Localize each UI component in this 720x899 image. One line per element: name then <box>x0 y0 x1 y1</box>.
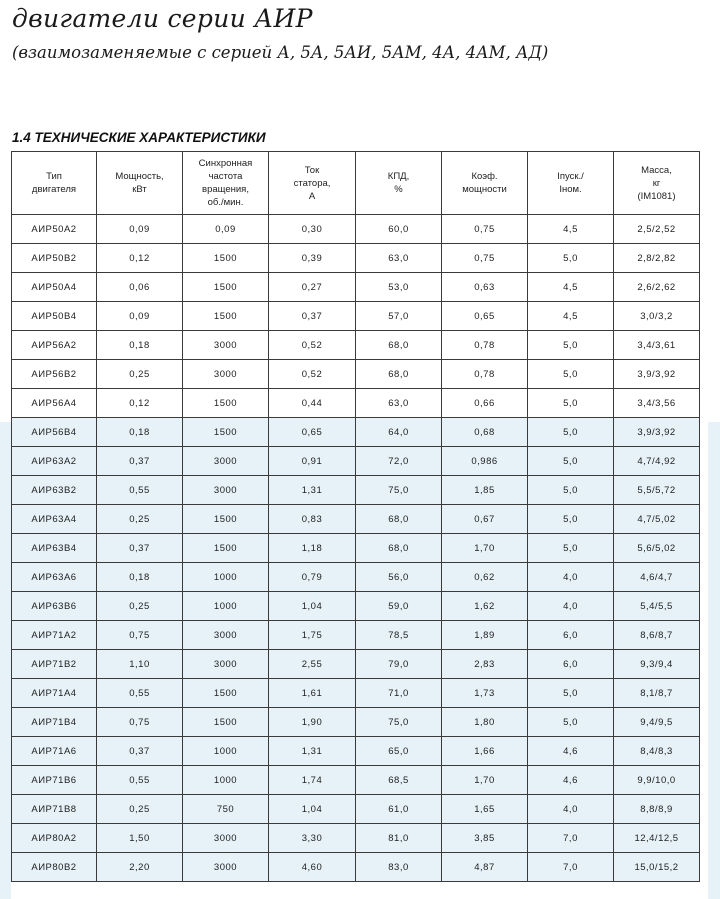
cell-start-current-ratio: 5,0 <box>528 534 614 563</box>
header-sync-speed: Синхронная частота вращения, об./мин. <box>183 152 269 215</box>
cell-power: 0,12 <box>97 389 183 418</box>
cell-sync-speed: 3000 <box>183 476 269 505</box>
cell-stator-current: 1,61 <box>269 679 356 708</box>
cell-efficiency: 71,0 <box>356 679 442 708</box>
cell-motor-type: АИР63В2 <box>12 476 97 505</box>
cell-sync-speed: 3000 <box>183 447 269 476</box>
cell-stator-current: 4,60 <box>269 853 356 882</box>
section-heading: 1.4 ТЕХНИЧЕСКИЕ ХАРАКТЕРИСТИКИ <box>12 130 266 145</box>
cell-start-current-ratio: 5,0 <box>528 418 614 447</box>
cell-mass: 5,4/5,5 <box>614 592 700 621</box>
cell-power-factor: 1,73 <box>442 679 528 708</box>
cell-mass: 9,3/9,4 <box>614 650 700 679</box>
cell-efficiency: 75,0 <box>356 476 442 505</box>
cell-motor-type: АИР63В6 <box>12 592 97 621</box>
cell-efficiency: 72,0 <box>356 447 442 476</box>
cell-power-factor: 2,83 <box>442 650 528 679</box>
cell-stator-current: 1,75 <box>269 621 356 650</box>
cell-stator-current: 0,52 <box>269 360 356 389</box>
cell-start-current-ratio: 4,0 <box>528 563 614 592</box>
cell-power: 0,18 <box>97 563 183 592</box>
cell-mass: 8,6/8,7 <box>614 621 700 650</box>
cell-power-factor: 0,66 <box>442 389 528 418</box>
cell-start-current-ratio: 5,0 <box>528 476 614 505</box>
cell-motor-type: АИР56В4 <box>12 418 97 447</box>
header-power: Мощность, кВт <box>97 152 183 215</box>
cell-mass: 4,6/4,7 <box>614 563 700 592</box>
cell-power: 0,37 <box>97 534 183 563</box>
cell-start-current-ratio: 7,0 <box>528 824 614 853</box>
cell-mass: 3,4/3,56 <box>614 389 700 418</box>
cell-efficiency: 59,0 <box>356 592 442 621</box>
header-motor-type: Тип двигателя <box>12 152 97 215</box>
table-header-row <box>12 152 700 215</box>
cell-efficiency: 68,5 <box>356 766 442 795</box>
cell-start-current-ratio: 5,0 <box>528 679 614 708</box>
header-start-current-ratio: Iпуск./ Iном. <box>528 152 614 215</box>
table-row <box>12 273 700 302</box>
cell-stator-current: 0,39 <box>269 244 356 273</box>
cell-power-factor: 3,85 <box>442 824 528 853</box>
cell-efficiency: 63,0 <box>356 389 442 418</box>
cell-start-current-ratio: 5,0 <box>528 244 614 273</box>
cell-motor-type: АИР50А2 <box>12 215 97 244</box>
cell-stator-current: 2,55 <box>269 650 356 679</box>
cell-stator-current: 0,37 <box>269 302 356 331</box>
cell-mass: 5,6/5,02 <box>614 534 700 563</box>
page-subtitle: (взаимозаменяемые с серией А, 5А, 5АИ, 5АМ, 4А, 4АМ, АД) <box>12 43 549 62</box>
cell-efficiency: 78,5 <box>356 621 442 650</box>
cell-mass: 4,7/5,02 <box>614 505 700 534</box>
cell-start-current-ratio: 5,0 <box>528 389 614 418</box>
cell-stator-current: 0,91 <box>269 447 356 476</box>
cell-stator-current: 1,04 <box>269 795 356 824</box>
table-row <box>12 592 700 621</box>
cell-power: 0,18 <box>97 418 183 447</box>
cell-motor-type: АИР71В2 <box>12 650 97 679</box>
cell-power-factor: 0,63 <box>442 273 528 302</box>
cell-power-factor: 0,75 <box>442 244 528 273</box>
cell-efficiency: 56,0 <box>356 563 442 592</box>
cell-stator-current: 1,90 <box>269 708 356 737</box>
cell-motor-type: АИР50В4 <box>12 302 97 331</box>
cell-sync-speed: 1500 <box>183 534 269 563</box>
cell-power-factor: 1,65 <box>442 795 528 824</box>
cell-sync-speed: 1000 <box>183 563 269 592</box>
cell-motor-type: АИР50А4 <box>12 273 97 302</box>
cell-power: 0,09 <box>97 215 183 244</box>
cell-stator-current: 1,04 <box>269 592 356 621</box>
table-row <box>12 244 700 273</box>
cell-start-current-ratio: 6,0 <box>528 650 614 679</box>
cell-mass: 2,6/2,62 <box>614 273 700 302</box>
cell-power-factor: 0,75 <box>442 215 528 244</box>
table-body <box>12 215 700 882</box>
header-efficiency: КПД, % <box>356 152 442 215</box>
cell-mass: 8,4/8,3 <box>614 737 700 766</box>
cell-power-factor: 1,62 <box>442 592 528 621</box>
cell-sync-speed: 750 <box>183 795 269 824</box>
cell-efficiency: 68,0 <box>356 331 442 360</box>
cell-start-current-ratio: 5,0 <box>528 447 614 476</box>
cell-stator-current: 0,79 <box>269 563 356 592</box>
cell-start-current-ratio: 5,0 <box>528 505 614 534</box>
table-row <box>12 650 700 679</box>
cell-mass: 3,4/3,61 <box>614 331 700 360</box>
cell-power-factor: 1,70 <box>442 766 528 795</box>
table-row <box>12 476 700 505</box>
cell-power-factor: 0,78 <box>442 331 528 360</box>
cell-power-factor: 0,68 <box>442 418 528 447</box>
cell-start-current-ratio: 5,0 <box>528 708 614 737</box>
cell-power: 0,25 <box>97 505 183 534</box>
cell-power: 0,25 <box>97 795 183 824</box>
cell-sync-speed: 1000 <box>183 737 269 766</box>
cell-power-factor: 1,85 <box>442 476 528 505</box>
cell-sync-speed: 3000 <box>183 621 269 650</box>
cell-power-factor: 1,89 <box>442 621 528 650</box>
cell-stator-current: 1,31 <box>269 476 356 505</box>
cell-start-current-ratio: 4,6 <box>528 766 614 795</box>
cell-motor-type: АИР71А2 <box>12 621 97 650</box>
cell-start-current-ratio: 7,0 <box>528 853 614 882</box>
cell-motor-type: АИР63В4 <box>12 534 97 563</box>
header-mass: Масса, кг (IM1081) <box>614 152 700 215</box>
cell-sync-speed: 1500 <box>183 389 269 418</box>
cell-power: 0,55 <box>97 766 183 795</box>
cell-sync-speed: 3000 <box>183 650 269 679</box>
cell-power-factor: 0,67 <box>442 505 528 534</box>
cell-mass: 12,4/12,5 <box>614 824 700 853</box>
table-row <box>12 331 700 360</box>
header-stator-current: Ток статора, А <box>269 152 356 215</box>
specs-table-container <box>11 151 700 882</box>
cell-motor-type: АИР50В2 <box>12 244 97 273</box>
cell-power: 0,25 <box>97 592 183 621</box>
cell-motor-type: АИР80А2 <box>12 824 97 853</box>
cell-power: 0,09 <box>97 302 183 331</box>
table-row <box>12 215 700 244</box>
cell-sync-speed: 1500 <box>183 505 269 534</box>
cell-power: 0,75 <box>97 621 183 650</box>
cell-mass: 9,4/9,5 <box>614 708 700 737</box>
cell-motor-type: АИР56В2 <box>12 360 97 389</box>
cell-motor-type: АИР63А6 <box>12 563 97 592</box>
cell-stator-current: 0,27 <box>269 273 356 302</box>
cell-stator-current: 0,44 <box>269 389 356 418</box>
cell-sync-speed: 3000 <box>183 360 269 389</box>
cell-efficiency: 63,0 <box>356 244 442 273</box>
cell-efficiency: 53,0 <box>356 273 442 302</box>
header-power-factor: Коэф. мощности <box>442 152 528 215</box>
cell-sync-speed: 1500 <box>183 418 269 447</box>
cell-mass: 3,9/3,92 <box>614 360 700 389</box>
cell-efficiency: 64,0 <box>356 418 442 447</box>
table-row <box>12 534 700 563</box>
shaded-margin-left <box>0 422 11 899</box>
cell-efficiency: 81,0 <box>356 824 442 853</box>
cell-stator-current: 1,18 <box>269 534 356 563</box>
cell-mass: 8,8/8,9 <box>614 795 700 824</box>
cell-power-factor: 1,66 <box>442 737 528 766</box>
cell-start-current-ratio: 4,5 <box>528 302 614 331</box>
cell-start-current-ratio: 4,0 <box>528 795 614 824</box>
cell-motor-type: АИР56А2 <box>12 331 97 360</box>
cell-start-current-ratio: 6,0 <box>528 621 614 650</box>
table-row <box>12 679 700 708</box>
table-row <box>12 563 700 592</box>
cell-start-current-ratio: 4,6 <box>528 737 614 766</box>
cell-efficiency: 65,0 <box>356 737 442 766</box>
table-row <box>12 621 700 650</box>
cell-start-current-ratio: 5,0 <box>528 360 614 389</box>
cell-power-factor: 0,65 <box>442 302 528 331</box>
cell-mass: 3,0/3,2 <box>614 302 700 331</box>
cell-stator-current: 1,31 <box>269 737 356 766</box>
cell-stator-current: 0,83 <box>269 505 356 534</box>
cell-sync-speed: 0,09 <box>183 215 269 244</box>
cell-power: 1,50 <box>97 824 183 853</box>
cell-motor-type: АИР63А4 <box>12 505 97 534</box>
table-row <box>12 418 700 447</box>
shaded-margin-right <box>708 422 720 899</box>
cell-sync-speed: 1500 <box>183 244 269 273</box>
table-row <box>12 853 700 882</box>
cell-power-factor: 1,80 <box>442 708 528 737</box>
cell-power-factor: 0,986 <box>442 447 528 476</box>
cell-mass: 15,0/15,2 <box>614 853 700 882</box>
table-row <box>12 302 700 331</box>
cell-mass: 9,9/10,0 <box>614 766 700 795</box>
cell-sync-speed: 1500 <box>183 302 269 331</box>
cell-efficiency: 79,0 <box>356 650 442 679</box>
table-row <box>12 447 700 476</box>
cell-stator-current: 0,30 <box>269 215 356 244</box>
cell-power-factor: 1,70 <box>442 534 528 563</box>
cell-start-current-ratio: 4,5 <box>528 215 614 244</box>
cell-power: 0,55 <box>97 476 183 505</box>
cell-mass: 3,9/3,92 <box>614 418 700 447</box>
cell-sync-speed: 1000 <box>183 766 269 795</box>
cell-efficiency: 68,0 <box>356 360 442 389</box>
page-title: двигатели серии АИР <box>12 4 313 33</box>
table-row <box>12 824 700 853</box>
cell-sync-speed: 1500 <box>183 708 269 737</box>
cell-power-factor: 0,62 <box>442 563 528 592</box>
cell-efficiency: 57,0 <box>356 302 442 331</box>
cell-sync-speed: 1000 <box>183 592 269 621</box>
cell-stator-current: 3,30 <box>269 824 356 853</box>
cell-motor-type: АИР71А6 <box>12 737 97 766</box>
cell-mass: 4,7/4,92 <box>614 447 700 476</box>
table-row <box>12 795 700 824</box>
cell-power: 0,06 <box>97 273 183 302</box>
table-row <box>12 505 700 534</box>
cell-efficiency: 61,0 <box>356 795 442 824</box>
cell-mass: 5,5/5,72 <box>614 476 700 505</box>
cell-sync-speed: 1500 <box>183 273 269 302</box>
cell-stator-current: 1,74 <box>269 766 356 795</box>
table-row <box>12 708 700 737</box>
cell-power: 0,12 <box>97 244 183 273</box>
cell-motor-type: АИР71В8 <box>12 795 97 824</box>
cell-efficiency: 60,0 <box>356 215 442 244</box>
specs-table <box>11 151 700 882</box>
table-row <box>12 766 700 795</box>
cell-sync-speed: 3000 <box>183 853 269 882</box>
cell-power: 0,25 <box>97 360 183 389</box>
cell-motor-type: АИР71В6 <box>12 766 97 795</box>
cell-sync-speed: 3000 <box>183 824 269 853</box>
cell-mass: 8,1/8,7 <box>614 679 700 708</box>
cell-efficiency: 68,0 <box>356 505 442 534</box>
cell-stator-current: 0,52 <box>269 331 356 360</box>
cell-stator-current: 0,65 <box>269 418 356 447</box>
cell-mass: 2,8/2,82 <box>614 244 700 273</box>
cell-motor-type: АИР63А2 <box>12 447 97 476</box>
cell-power: 0,55 <box>97 679 183 708</box>
table-row <box>12 737 700 766</box>
cell-motor-type: АИР71В4 <box>12 708 97 737</box>
cell-motor-type: АИР71А4 <box>12 679 97 708</box>
cell-start-current-ratio: 4,0 <box>528 592 614 621</box>
cell-start-current-ratio: 4,5 <box>528 273 614 302</box>
cell-efficiency: 83,0 <box>356 853 442 882</box>
cell-power: 0,37 <box>97 737 183 766</box>
table-row <box>12 389 700 418</box>
cell-efficiency: 68,0 <box>356 534 442 563</box>
cell-power: 0,18 <box>97 331 183 360</box>
cell-power: 1,10 <box>97 650 183 679</box>
cell-power: 0,75 <box>97 708 183 737</box>
cell-efficiency: 75,0 <box>356 708 442 737</box>
cell-power-factor: 4,87 <box>442 853 528 882</box>
cell-sync-speed: 1500 <box>183 679 269 708</box>
cell-power: 2,20 <box>97 853 183 882</box>
table-row <box>12 360 700 389</box>
cell-power: 0,37 <box>97 447 183 476</box>
cell-sync-speed: 3000 <box>183 331 269 360</box>
cell-motor-type: АИР56А4 <box>12 389 97 418</box>
cell-power-factor: 0,78 <box>442 360 528 389</box>
cell-motor-type: АИР80В2 <box>12 853 97 882</box>
cell-start-current-ratio: 5,0 <box>528 331 614 360</box>
cell-mass: 2,5/2,52 <box>614 215 700 244</box>
